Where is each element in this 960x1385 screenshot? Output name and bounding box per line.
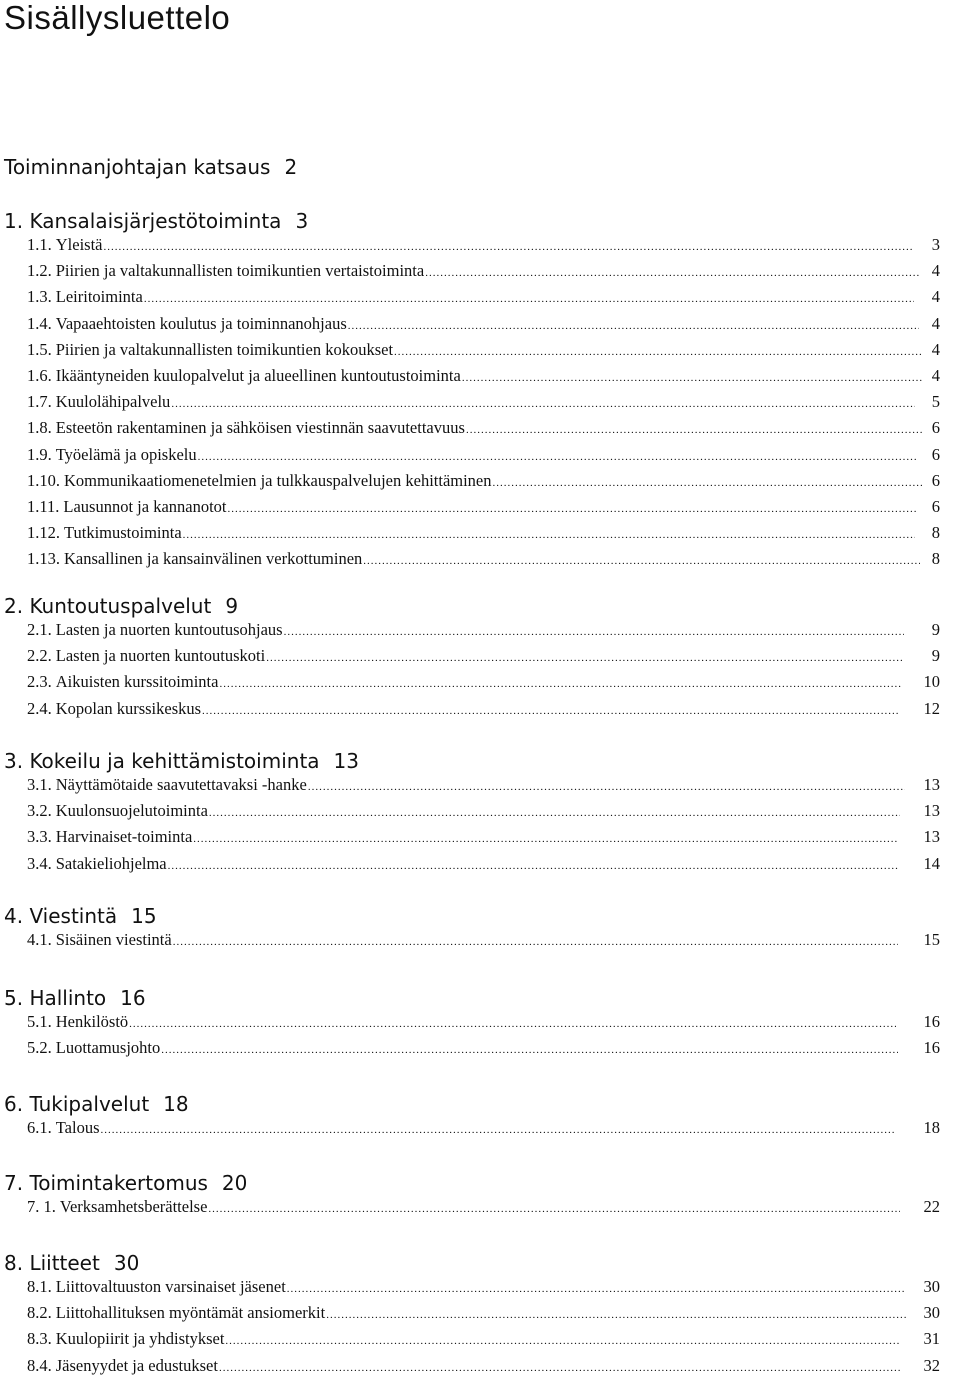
- toc-entry-label: Yleistä: [55, 235, 103, 254]
- toc-entry-label: Liittohallituksen myöntämät ansiomerkit: [55, 1303, 326, 1323]
- toc-entry[interactable]: [27, 853, 940, 875]
- dot-leader: [462, 367, 922, 389]
- toc-entry[interactable]: [27, 645, 940, 667]
- section-heading-label: 1. Kansalaisjärjestötoiminta: [4, 209, 282, 233]
- dot-leader: [219, 1357, 901, 1379]
- toc-entry-label: Aikuisten kurssitoiminta: [55, 672, 219, 692]
- dot-leader: [348, 315, 920, 337]
- toc-entry-page: 16: [923, 1012, 940, 1031]
- toc-entry-page: 4: [931, 287, 940, 307]
- section-heading-label: 3. Kokeilu ja kehittämistoiminta: [4, 749, 320, 773]
- toc-entry-page: 6: [931, 470, 940, 490]
- toc-entry[interactable]: [27, 260, 940, 282]
- toc-entry[interactable]: [27, 800, 940, 822]
- toc-entry-page: 6: [931, 418, 940, 438]
- toc-entry[interactable]: [27, 1117, 940, 1139]
- section-heading-page: 30: [113, 1251, 140, 1275]
- toc-entry-number: 3.3.: [27, 827, 52, 847]
- toc-entry-page: 32: [923, 1355, 940, 1375]
- toc-entry[interactable]: [27, 698, 940, 720]
- dot-leader: [104, 236, 914, 258]
- toc-entry-label: Jäsenyydet ja edustukset: [55, 1355, 218, 1375]
- toc-entry-page: 18: [923, 1118, 940, 1137]
- dot-leader: [287, 1278, 904, 1300]
- toc-entry-number: 1.1.: [27, 235, 52, 254]
- page-title: Sisällysluettelo: [4, 0, 231, 36]
- toc-entry-page: 5: [931, 392, 940, 412]
- section-heading[interactable]: [4, 209, 308, 233]
- toc-entry-number: 1.5.: [27, 339, 52, 359]
- section-heading-page: 15: [131, 904, 157, 928]
- dot-leader: [161, 1039, 898, 1061]
- dot-leader: [326, 1304, 905, 1326]
- toc-entry[interactable]: [27, 470, 940, 492]
- toc-entry-page: 9: [931, 646, 940, 666]
- toc-entry-page: 30: [923, 1303, 940, 1323]
- dot-leader: [466, 419, 922, 441]
- toc-entry[interactable]: [27, 522, 940, 544]
- toc-entry-page: 22: [923, 1197, 940, 1216]
- toc-entry-label: Leiritoiminta: [55, 287, 143, 307]
- section-heading-page: 3: [295, 209, 309, 233]
- section-heading-label: 7. Toimintakertomus: [4, 1171, 208, 1195]
- toc-entry-page: 10: [923, 672, 940, 692]
- toc-entry-page: 4: [931, 366, 940, 385]
- toc-entry-number: 8.2.: [27, 1303, 52, 1323]
- toc-entry[interactable]: [27, 826, 940, 848]
- toc-entry-label: Kuulopiirit ja yhdistykset: [55, 1329, 225, 1349]
- section-heading-label: 4. Viestintä: [4, 904, 118, 928]
- toc-entry-number: 1.10.: [27, 470, 60, 490]
- section-heading-page: 2: [284, 155, 298, 179]
- toc-entry-number: 5.2.: [27, 1038, 52, 1058]
- toc-entry-page: 13: [923, 801, 940, 821]
- toc-entry-page: 4: [931, 339, 940, 359]
- section-heading-label: 5. Hallinto: [4, 986, 107, 1010]
- toc-entry-page: 4: [931, 261, 940, 281]
- section-heading-label: 6. Tukipalvelut: [4, 1092, 150, 1116]
- toc-entry-number: 1.7.: [27, 392, 52, 412]
- toc-entry[interactable]: [27, 286, 940, 308]
- section-heading-page: 20: [221, 1171, 248, 1195]
- toc-entry-label: Ikääntyneiden kuulopalvelut ja alueellinen kuntoutustoiminta: [55, 366, 461, 385]
- toc-entry-number: 1.6.: [27, 366, 52, 385]
- toc-entry-page: 15: [923, 930, 940, 949]
- toc-entry-label: Liittovaltuuston varsinaiset jäsenet: [55, 1277, 286, 1296]
- toc-entry-page: 8: [931, 549, 940, 569]
- dot-leader: [219, 673, 900, 695]
- section-heading[interactable]: [4, 1171, 247, 1195]
- toc-entry-label: Luottamusjohto: [55, 1038, 161, 1058]
- toc-entry[interactable]: [27, 1302, 940, 1324]
- dot-leader: [193, 828, 899, 850]
- section-heading-page: 9: [225, 594, 239, 618]
- dot-leader: [363, 550, 919, 572]
- toc-entry-number: 3.1.: [27, 775, 52, 794]
- toc-entry[interactable]: [27, 496, 940, 518]
- dot-leader: [228, 498, 917, 520]
- toc-entry-label: Lausunnot ja kannanotot: [63, 497, 227, 516]
- toc-entry[interactable]: [27, 671, 940, 693]
- toc-entry-number: 4.1.: [27, 930, 52, 949]
- toc-entry-number: 7. 1.: [27, 1197, 56, 1216]
- dot-leader: [168, 855, 898, 877]
- section-heading[interactable]: [4, 986, 146, 1010]
- dot-leader: [209, 802, 900, 824]
- toc-entry-label: Näyttämötaide saavutettavaksi -hanke: [55, 775, 307, 794]
- toc-entry-number: 2.3.: [27, 672, 52, 692]
- toc-entry-label: Lasten ja nuorten kuntoutuskoti: [55, 646, 266, 666]
- toc-entry-label: Piirien ja valtakunnallisten toimikuntien vertaistoiminta: [55, 261, 425, 281]
- toc-entry-page: 14: [923, 853, 940, 873]
- toc-entry-number: 2.4.: [27, 698, 52, 718]
- toc-entry-label: Kommunikaatiomenetelmien ja tulkkauspalvelujen kehittäminen: [64, 470, 492, 490]
- toc-entry-label: Vapaaehtoisten koulutus ja toiminnanohjaus: [55, 313, 347, 333]
- dot-leader: [225, 1330, 900, 1352]
- dot-leader: [171, 393, 915, 415]
- toc-entry-label: Lasten ja nuorten kuntoutusohjaus: [55, 620, 283, 639]
- toc-entry-number: 8.1.: [27, 1277, 52, 1296]
- dot-leader: [208, 1198, 900, 1220]
- dot-leader: [198, 446, 916, 468]
- section-heading-label: 8. Liitteet: [4, 1251, 100, 1275]
- dot-leader: [493, 472, 923, 494]
- toc-entry-page: 13: [923, 775, 940, 794]
- section-heading-page: 18: [163, 1092, 189, 1116]
- toc-entry-page: 12: [923, 698, 940, 718]
- section-heading[interactable]: [4, 749, 359, 773]
- toc-entry-label: Henkilöstö: [55, 1012, 129, 1031]
- toc-entry-number: 2.1.: [27, 620, 52, 639]
- toc-entry[interactable]: [27, 619, 940, 641]
- toc-entry[interactable]: [27, 444, 940, 466]
- toc-entry-number: 8.3.: [27, 1329, 52, 1349]
- toc-entry-page: 4: [931, 313, 940, 333]
- dot-leader: [394, 341, 920, 363]
- toc-entry-label: Piirien ja valtakunnallisten toimikuntien kokoukset: [55, 339, 394, 359]
- toc-entry-label: Tutkimustoiminta: [64, 523, 182, 543]
- toc-entry[interactable]: [27, 417, 940, 439]
- toc-entry-page: 30: [923, 1277, 940, 1296]
- toc-entry[interactable]: [27, 1355, 940, 1377]
- dot-leader: [308, 776, 905, 798]
- toc-entry[interactable]: [27, 548, 940, 570]
- toc-entry-page: 9: [931, 620, 940, 639]
- toc-entry-page: 8: [931, 523, 940, 543]
- section-heading[interactable]: [4, 155, 297, 179]
- section-heading-page: 13: [333, 749, 359, 773]
- toc-entry-label: Kuulonsuojelutoiminta: [55, 801, 208, 821]
- toc-entry-label: Kansallinen ja kansainvälinen verkottuminen: [64, 549, 363, 569]
- dot-leader: [173, 931, 899, 953]
- toc-entry-number: 5.1.: [27, 1012, 52, 1031]
- dot-leader: [144, 288, 914, 310]
- dot-leader: [425, 262, 921, 284]
- toc-entry-number: 1.3.: [27, 287, 52, 307]
- toc-entry-page: 6: [931, 497, 940, 516]
- toc-entry[interactable]: [27, 234, 940, 256]
- toc-entry[interactable]: [27, 365, 940, 387]
- toc-entry-number: 1.13.: [27, 549, 60, 569]
- section-heading-label: Toiminnanjohtajan katsaus: [4, 155, 271, 179]
- section-heading-label: 2. Kuntoutuspalvelut: [4, 594, 212, 618]
- toc-entry-label: Satakieliohjelma: [55, 853, 167, 873]
- toc-entry[interactable]: [27, 774, 940, 796]
- section-heading[interactable]: [4, 594, 238, 618]
- toc-entry-label: Sisäinen viestintä: [55, 930, 172, 949]
- toc-entry-number: 3.2.: [27, 801, 52, 821]
- section-heading[interactable]: [4, 1092, 189, 1116]
- toc-entry-number: 6.1.: [27, 1118, 52, 1137]
- toc-entry[interactable]: [27, 1196, 940, 1218]
- toc-entry-label: Verksamhetsberättelse: [59, 1197, 208, 1216]
- dot-leader: [266, 647, 903, 669]
- dot-leader: [101, 1119, 895, 1141]
- toc-entry-page: 31: [923, 1329, 940, 1349]
- toc-entry-number: 1.11.: [27, 497, 60, 516]
- toc-entry-label: Talous: [55, 1118, 100, 1137]
- toc-entry-page: 13: [923, 827, 940, 847]
- toc-entry-label: Harvinaiset-toiminta: [55, 827, 193, 847]
- toc-entry-number: 1.8.: [27, 418, 52, 438]
- toc-entry-number: 1.4.: [27, 313, 52, 333]
- toc-entry-number: 2.2.: [27, 646, 52, 666]
- toc-entry[interactable]: [27, 1276, 940, 1298]
- toc-entry-label: Työelämä ja opiskelu: [55, 444, 197, 464]
- toc-entry-label: Kuulolähipalvelu: [55, 392, 171, 412]
- toc-entry-label: Esteetön rakentaminen ja sähköisen viestinnän saavutettavuus: [55, 418, 465, 438]
- toc-entry-number: 3.4.: [27, 853, 52, 873]
- section-heading-page: 16: [120, 986, 146, 1010]
- toc-entry[interactable]: [27, 313, 940, 335]
- section-heading[interactable]: [4, 904, 157, 928]
- toc-entry[interactable]: [27, 929, 940, 951]
- toc-entry-page: 16: [923, 1038, 940, 1058]
- dot-leader: [129, 1013, 896, 1035]
- toc-entry-number: 8.4.: [27, 1355, 52, 1375]
- dot-leader: [284, 621, 904, 643]
- toc-entry-number: 1.9.: [27, 444, 52, 464]
- dot-leader: [183, 524, 916, 546]
- toc-entry[interactable]: [27, 391, 940, 413]
- toc-entry[interactable]: [27, 1037, 940, 1059]
- toc-entry[interactable]: [27, 1011, 940, 1033]
- toc-entry-label: Kopolan kurssikeskus: [55, 698, 202, 718]
- toc-entry-page: 3: [931, 235, 940, 254]
- toc-entry-number: 1.12.: [27, 523, 60, 543]
- toc-entry-number: 1.2.: [27, 261, 52, 281]
- toc-entry-page: 6: [931, 444, 940, 464]
- section-heading[interactable]: [4, 1251, 139, 1275]
- dot-leader: [202, 700, 900, 722]
- toc-entry[interactable]: [27, 339, 940, 361]
- toc-entry[interactable]: [27, 1328, 940, 1350]
